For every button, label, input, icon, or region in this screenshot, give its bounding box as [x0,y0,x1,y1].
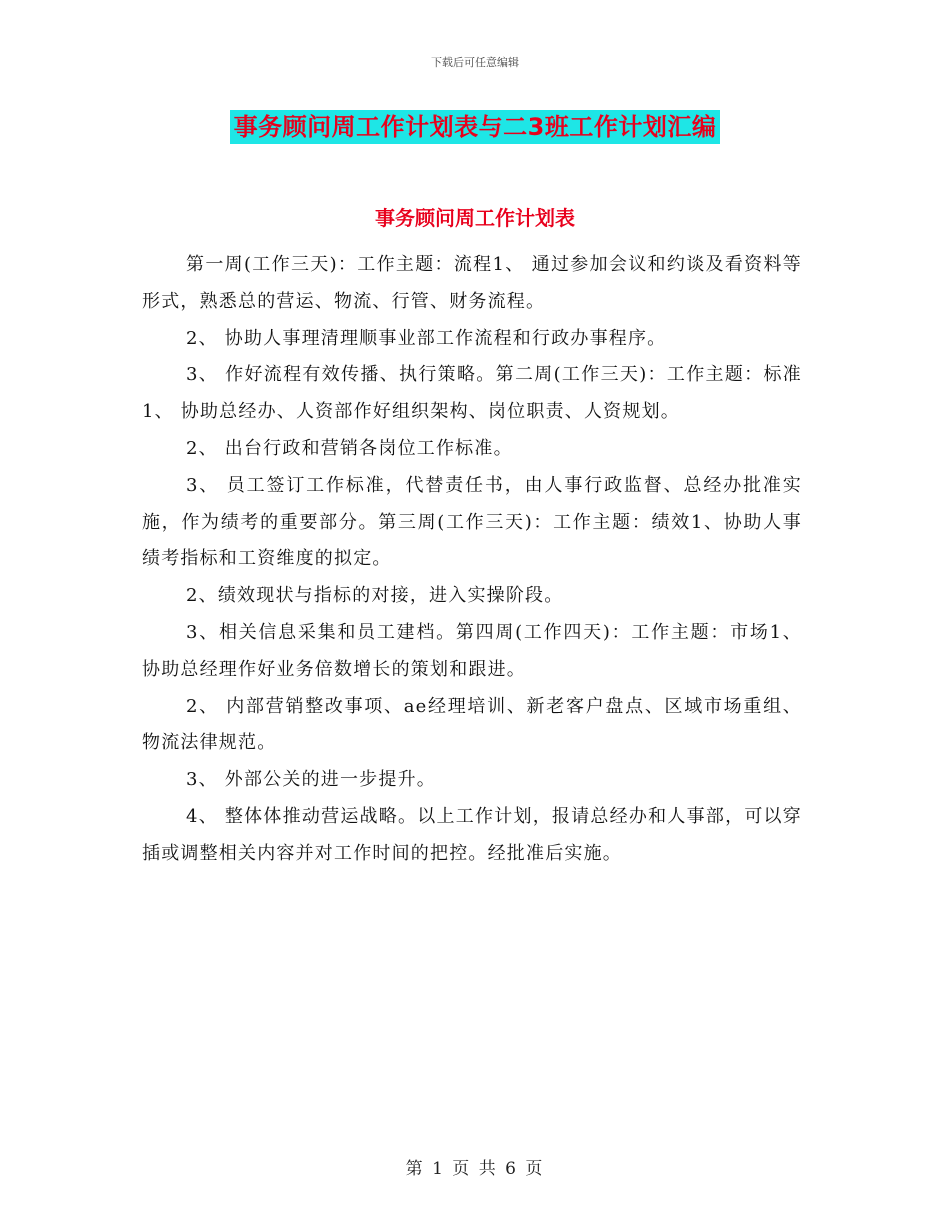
page-footer: 第 1 页 共 6 页 [405,1159,545,1179]
page-header-note: 下载后可任意编辑 [431,56,519,69]
document-body [142,247,802,873]
paragraph: 3、相关信息采集和员工建档。第四周(工作四天)：工作主题：市场1、 协助总经理作好业务倍数增长的策划和跟进。 [142,621,802,680]
document-title [0,110,950,144]
document-title-text: 事务顾问周工作计划表与二3班工作计划汇编 [230,110,721,144]
paragraph: 4、 整体体推动营运战略。以上工作计划，报请总经办和人事部，可以穿插或调整相关内容并对工作时间的把控。经批准后实施。 [142,805,802,864]
section-title: 事务顾问周工作计划表 [375,206,575,230]
paragraph: 2、 协助人事理清理顺事业部工作流程和行政办事程序。 [186,327,667,349]
paragraph: 2、 出台行政和营销各岗位工作标准。 [186,437,513,459]
paragraph: 2、 内部营销整改事项、ae经理培训、新老客户盘点、区域市场重组、物流法律规范。 [142,695,802,754]
paragraph: 3、 员工签订工作标准，代替责任书，由人事行政监督、总经办批准实施，作为绩考的重要部分。第三周(工作三天)：工作主题：绩效1、协助人事绩考指标和工资维度的拟定。 [142,474,802,570]
paragraph: 3、 作好流程有效传播、执行策略。第二周(工作三天)：工作主题：标准1、 协助总经办、人资部作好组织架构、岗位职责、人资规划。 [142,364,802,423]
paragraph: 3、 外部公关的进一步提升。 [186,769,436,791]
paragraph: 第一周(工作三天)：工作主题：流程1、 通过参加会议和约谈及看资料等形式，熟悉总的营运、物流、行管、财务流程。 [142,254,802,312]
paragraph: 2、绩效现状与指标的对接，进入实操阶段。 [186,585,564,607]
